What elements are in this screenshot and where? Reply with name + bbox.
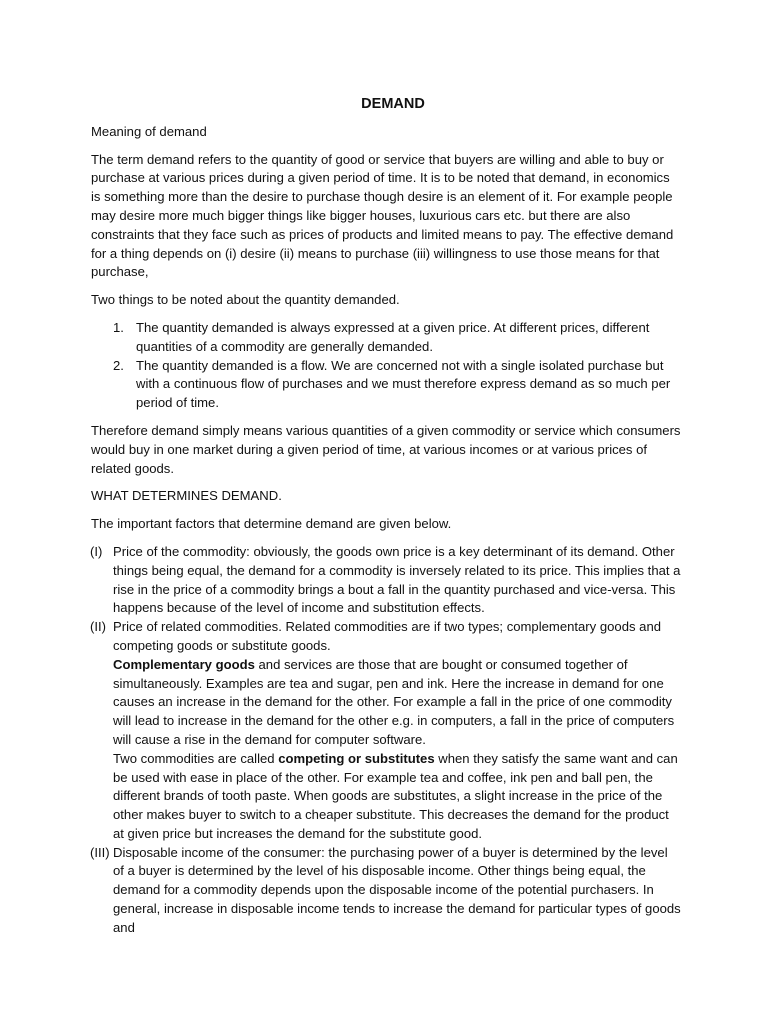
substitutes-paragraph [113,750,681,844]
list-number: 1. [113,319,124,335]
section-subtitle: Meaning of demand [91,123,207,139]
list-item [91,618,681,844]
list-number: (III) [90,844,110,860]
list-item-text: Price of the commodity: obviously, the goods own price is a key determinant of its demand. Other things being equal, the demand for a commodity is inversely related to its price. This implies that a rise in the price of a commodity brings a bout a fall in the quantity purchased and vice-versa. This happens because of the level of income and substitution effects. [113,543,681,616]
list-number: (II) [90,619,106,635]
list-item [91,357,681,413]
intro-paragraph: The term demand refers to the quantity of good or service that buyers are willing and able to buy or purchase at various prices during a given period of time. It is to be noted that demand, in economics is something more than the desire to purchase though desire is an element of it. For example people may desire more much bigger things like bigger houses, luxurious cars etc. but there are also constraints that they face such as prices of products and limited means to pay. The effective demand for a thing depends on (i) desire (ii) means to purchase (iii) willingness to use those means for that purchase, [91,151,674,280]
list-item [91,844,681,938]
substitutes-text: when they satisfy the same want and can be used with ease in place of the other. For example tea and coffee, ink pen and ball pen, the different brands of tooth paste. When goods are substitutes, a slight increase in the price of the other makes buyer to switch to a cheaper substitute. This decreases the demand for the product at given price but increases the demand for the substitute good. [113,750,678,841]
substitutes-intro: Two commodities are called [113,750,279,766]
document-title: DEMAND [361,96,425,112]
list-item [91,543,681,618]
list-number: (I) [90,543,103,559]
list-number: 2. [113,357,124,373]
list-item-text: Price of related commodities. Related commodities are if two types; complementary goods and competing goods or substitute goods. [113,619,662,653]
notes-lead: Two things to be noted about the quantity demanded. [91,292,400,308]
substitutes-term: competing or substitutes [278,750,435,766]
factors-list [91,543,681,938]
list-item-text: The quantity demanded is always expressed at a given price. At different prices, different quantities of a commodity are generally demanded. [136,319,650,354]
determines-heading: WHAT DETERMINES DEMAND. [91,488,282,504]
list-item-text: Disposable income of the consumer: the purchasing power of a buyer is determined by the level of a buyer is determined by the level of his disposable income. Other things being equal, the demand for a commodity depends upon the disposable income of the potential purchasers. In general, increase in disposable income tends to increase the demand for particular types of goods and [113,844,681,935]
complementary-goods-text: and services are those that are bought or consumed together of simultaneously. Examples are tea and sugar, pen and ink. Here the increase in demand for one causes an increase in the demand for the other. For example a fall in the price of one commodity will lead to increase in the demand for the other e.g. in computers, a fall in the price of computers will cause a rise in the demand for computer software. [113,656,675,747]
complementary-goods-term: Complementary goods [113,656,255,672]
notes-list [91,319,681,413]
factors-lead: The important factors that determine demand are given below. [91,516,452,532]
complementary-goods-paragraph [113,656,681,750]
list-item-text: The quantity demanded is a flow. We are concerned not with a single isolated purchase but with a continuous flow of purchases and we must therefore express demand as so much per period of time. [136,357,671,411]
summary-paragraph: Therefore demand simply means various quantities of a given commodity or service which consumers would buy in one market during a given period of time, at various incomes or at various prices of related goods. [91,422,681,476]
list-item [91,319,681,357]
document-body [91,95,681,938]
